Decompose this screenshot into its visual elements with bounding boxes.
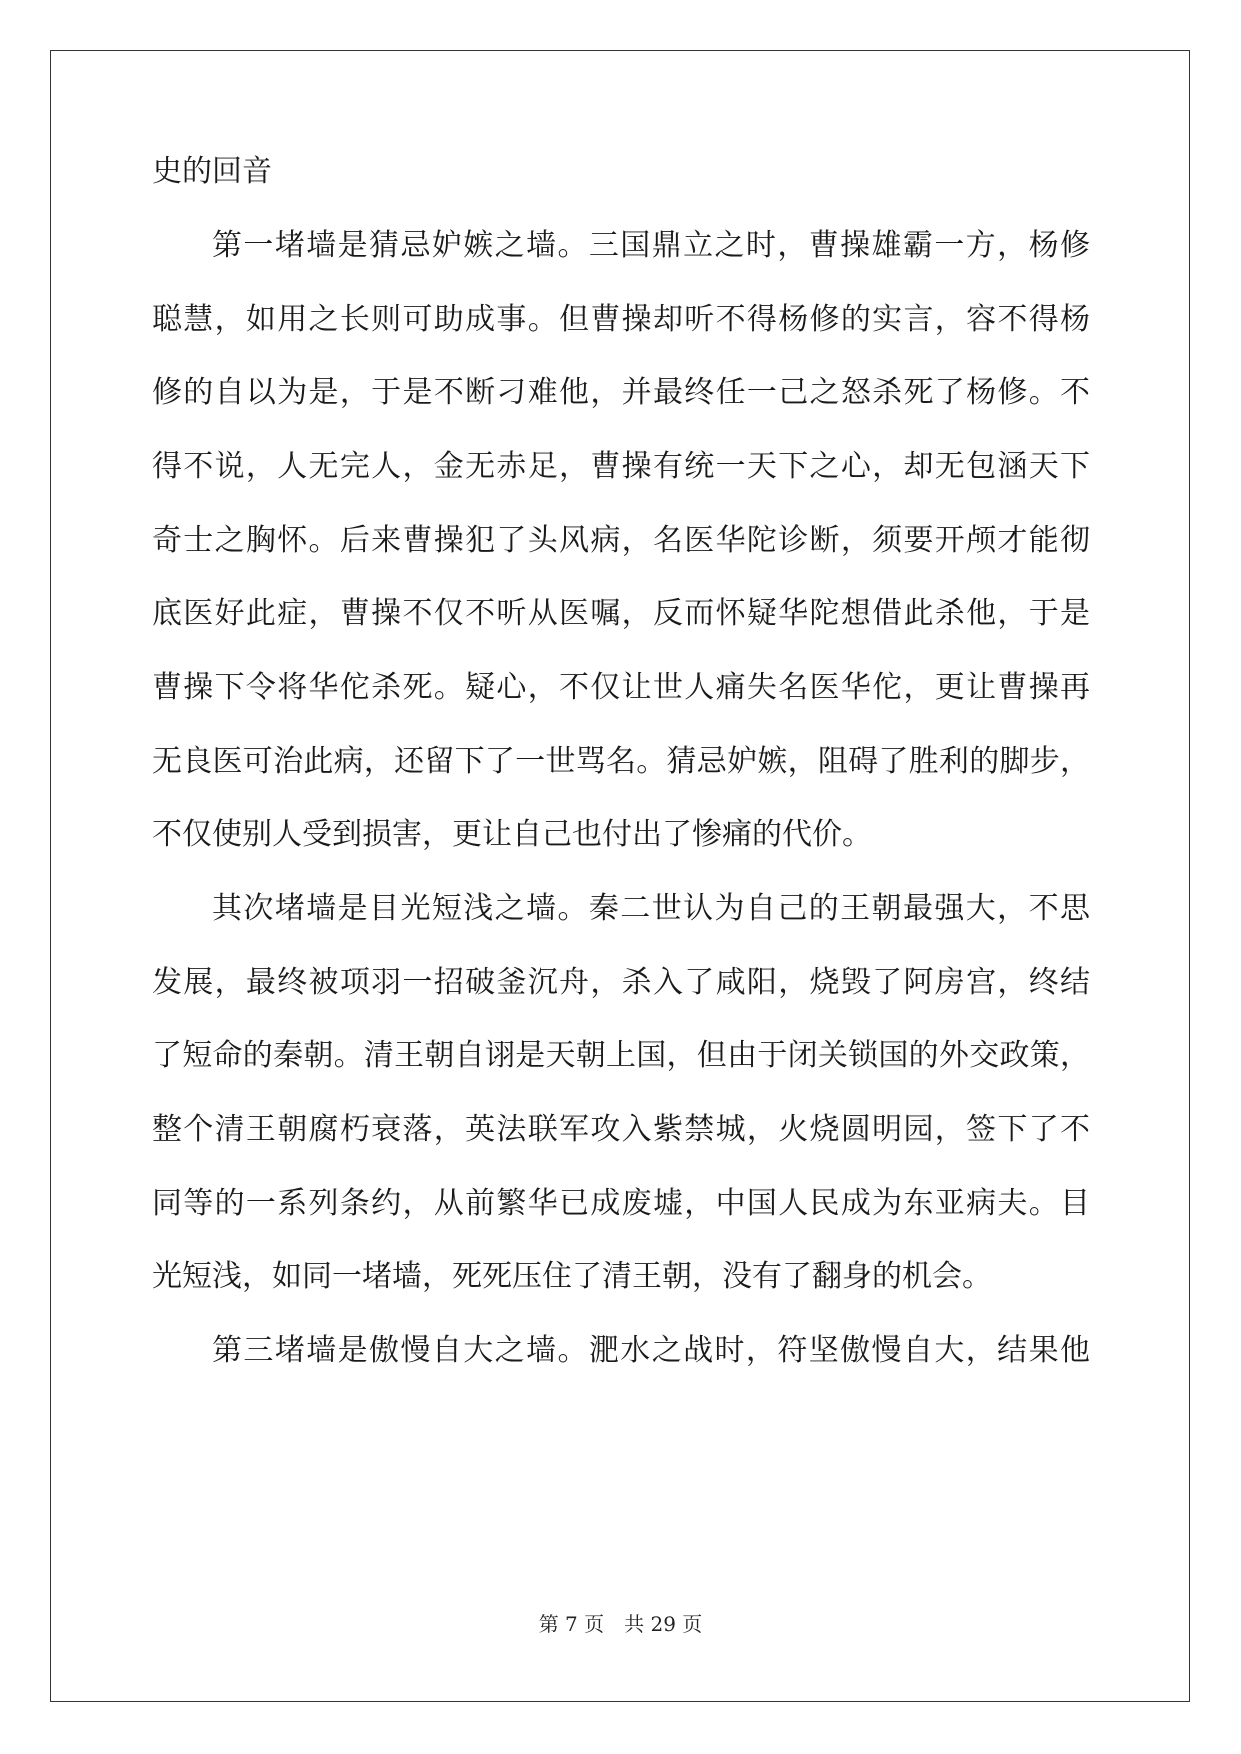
text-line: 同等的一系列条约，从前繁华已成废墟，中国人民成为东亚病夫。目 <box>152 1186 1090 1221</box>
paragraph-first-line: 第三堵墙是傲慢自大之墙。淝水之战时，符坚傲慢自大，结果他 <box>212 1333 1090 1368</box>
text-line: 得不说，人无完人，金无赤足，曹操有统一天下之心，却无包涵天下 <box>152 449 1090 484</box>
text-line: 不仅使别人受到损害，更让自己也付出了惨痛的代价。 <box>152 817 872 852</box>
paragraph-first-line: 其次堵墙是目光短浅之墙。秦二世认为自己的王朝最强大，不思 <box>212 891 1090 926</box>
text-line: 无良医可治此病，还留下了一世骂名。猜忌妒嫉，阻碍了胜利的脚步， <box>152 744 1090 779</box>
text-line: 整个清王朝腐朽衰落，英法联军攻入紫禁城，火烧圆明园，签下了不 <box>152 1112 1090 1147</box>
text-line: 底医好此症，曹操不仅不听从医嘱，反而怀疑华陀想借此杀他，于是 <box>152 596 1090 631</box>
page-border <box>50 50 1190 1702</box>
text-line: 了短命的秦朝。清王朝自诩是天朝上国，但由于闭关锁国的外交政策， <box>152 1038 1090 1073</box>
text-line: 发展，最终被项羽一招破釜沉舟，杀入了咸阳，烧毁了阿房宫，终结 <box>152 965 1090 1000</box>
text-line: 聪慧，如用之长则可助成事。但曹操却听不得杨修的实言，容不得杨 <box>152 302 1090 337</box>
text-line: 修的自以为是，于是不断刁难他，并最终任一己之怒杀死了杨修。不 <box>152 375 1090 410</box>
text-line: 史的回音 <box>152 154 272 189</box>
text-line: 光短浅，如同一堵墙，死死压住了清王朝，没有了翻身的机会。 <box>152 1259 992 1294</box>
page-total: 共 29 页 <box>624 1612 703 1636</box>
paragraph-first-line: 第一堵墙是猜忌妒嫉之墙。三国鼎立之时，曹操雄霸一方，杨修 <box>212 228 1090 263</box>
page-footer <box>0 1612 1241 1636</box>
text-line: 奇士之胸怀。后来曹操犯了头风病，名医华陀诊断，须要开颅才能彻 <box>152 523 1090 558</box>
text-line: 曹操下令将华佗杀死。疑心，不仅让世人痛失名医华佗，更让曹操再 <box>152 670 1090 705</box>
page-number: 第 7 页 <box>538 1612 605 1636</box>
